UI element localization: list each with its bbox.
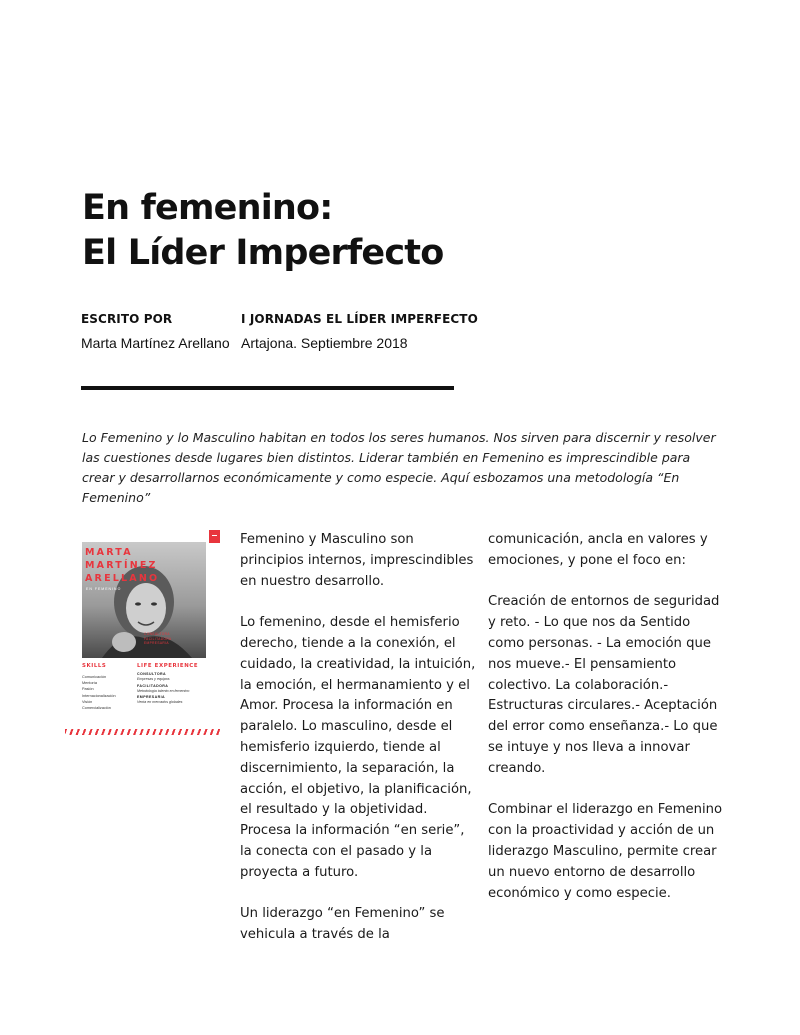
body-column-2 [488, 530, 724, 925]
cover-name-line-1: MARTA [85, 547, 133, 558]
title-line-2: El Líder Imperfecto [82, 233, 444, 273]
skill-item: Pasión [82, 687, 94, 692]
cover-name-line-2: MARTÍNEZ [85, 560, 158, 571]
author-block [81, 312, 230, 351]
body-paragraph: Creación de entornos de seguridad y reto. - Lo que nos da Sentido como personas. - La emoción que nos mueve.- El pensamiento colectivo. La colaboración.- Estructuras circulares.- Aceptación del error como enseñanza.- Lo que se intuye y nos lleva a innovar creando. [488, 594, 720, 776]
life-detail: Empresas y equipos [137, 677, 170, 681]
cover-subtitle: EN FEMENINO [86, 587, 122, 591]
body-paragraph: comunicación, ancla en valores y emociones, y pone el foco en: [488, 532, 708, 568]
life-role: CONSULTORA [137, 672, 167, 676]
title-line-1: En femenino: [82, 188, 333, 228]
life-role: FACILITADORA [137, 683, 169, 688]
event-label: I JORNADAS EL LÍDER IMPERFECTO [241, 312, 478, 326]
life-experience-list [137, 672, 189, 707]
skill-item: Mentoría [82, 681, 97, 686]
divider-rule [81, 386, 454, 390]
event-detail: Artajona. Septiembre 2018 [241, 335, 408, 351]
skills-list [82, 674, 116, 711]
cover-role: CONSULTORA [144, 632, 170, 636]
author-label: ESCRITO POR [81, 312, 173, 326]
cover-name [85, 546, 159, 585]
article-title [82, 186, 443, 276]
body-paragraph: Un liderazgo “en Femenino” se vehicula a través de la [240, 906, 445, 943]
logo-mark-icon [209, 530, 220, 543]
intro-paragraph: Lo Femenino y lo Masculino habitan en todos los seres humanos. Nos sirven para discernir y resolver las cuestiones desde lugares bien distintos. Liderar también en Femenino es imprescindible para crear y desarrollarnos económicamente y como especie. Aquí esbozamos una metodología “En Femenino” [82, 430, 716, 505]
body-paragraph: Femenino y Masculino son principios internos, imprescindibles en nuestro desarrollo. [240, 532, 474, 589]
life-detail: Venta en mercados globales [137, 700, 183, 705]
cover-name-line-3: ARELLANO [85, 573, 160, 584]
skill-item: Internacionalización [82, 693, 116, 698]
skill-item: Comercialización [82, 706, 111, 711]
cover-image [82, 530, 232, 740]
author-name: Marta Martínez Arellano [81, 335, 230, 351]
cover-role: EMPRESARIA [144, 641, 169, 645]
body-paragraph: Lo femenino, desde el hemisferio derecho, tiende a la conexión, el cuidado, la creatividad, la intuición, la emoción, el hermanamiento y el Amor. Procesa la información en paralelo. Lo masculino, desde el hemisferio izquierdo, tiende al discernimiento, la separación, la acción, el objetivo, la planificación, el resultado y la objetividad. Procesa la información “en serie”, la conecta con el pasado y la proyecta a futuro. [240, 615, 476, 880]
skills-heading: SKILLS [82, 663, 107, 669]
body-column-1 [240, 530, 476, 967]
cover-role: FACILITADORA [144, 636, 172, 641]
life-detail: Metodología talento en femenino [137, 688, 190, 693]
life-role: EMPRESARIA [137, 695, 165, 700]
body-paragraph: Combinar el liderazgo en Femenino con la proactividad y acción de un liderazgo Masculino, permite crear un nuevo entorno de desarrollo económico y como especie. [488, 802, 723, 901]
portrait-photo [82, 542, 206, 658]
skill-item: Comunicación [82, 675, 107, 679]
decorative-dash-line [65, 729, 220, 735]
life-experience-heading: LIFE EXPERIENCE [137, 663, 199, 669]
cover-roles [144, 632, 172, 646]
event-block [241, 312, 478, 351]
skill-item: Visión [82, 699, 93, 704]
